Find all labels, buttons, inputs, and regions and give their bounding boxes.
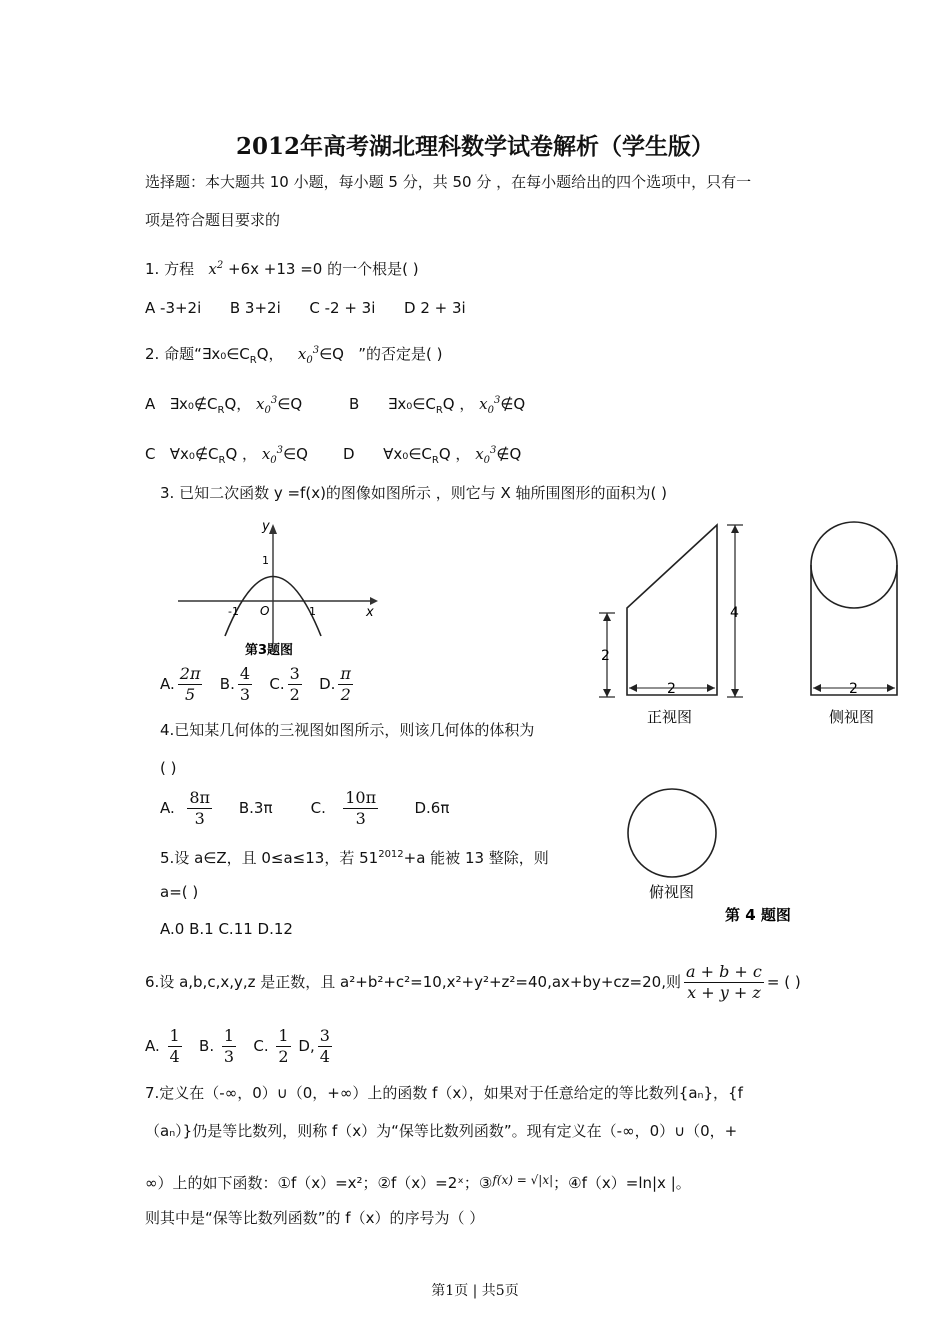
- q6-opt-b-num: 1: [223, 1026, 235, 1045]
- q6-opt-b-label: B.: [199, 1037, 215, 1055]
- q6-opt-a-den: 4: [169, 1047, 180, 1066]
- side-view-circle: [811, 522, 897, 608]
- q2-opt-d-part1: ∀x₀∈C: [383, 445, 432, 463]
- q2-opt-b-part1: ∃x₀∈C: [387, 395, 436, 413]
- q3-opt-d-den: 2: [340, 685, 351, 704]
- q3-opt-a-label: A.: [160, 675, 175, 693]
- q2-opt-a-sub: R: [217, 405, 225, 416]
- front-right-dim-arrow-top: [731, 525, 739, 533]
- front-dim-width-2: 2: [667, 681, 676, 697]
- side-bottom-dim-arrow-left: [813, 684, 821, 692]
- q3-opt-c-num: 3: [289, 664, 300, 683]
- q2-opt-b-label: B: [349, 395, 360, 413]
- front-bottom-dim-arrow-left: [629, 684, 637, 692]
- q3-opt-b-num: 4: [239, 664, 251, 683]
- q2-opt-c-label: C: [145, 445, 156, 463]
- q4-opt-b: B.3π: [238, 799, 273, 817]
- q3-opt-c-den: 2: [289, 685, 300, 704]
- q5-exponent: 2012: [378, 849, 404, 860]
- q6-opt-c-frac: [276, 1026, 290, 1067]
- q3-stem: 3. 已知二次函数 y =f(x)的图像如图所示 ，则它与 X 轴所围图形的面积为( ): [160, 484, 667, 502]
- q5-line1-b: +a 能被 13 整除，则: [403, 849, 549, 867]
- q3-opt-b-frac: [238, 664, 252, 705]
- q6-stem: [145, 962, 801, 1003]
- q3-opt-a-frac: [178, 664, 203, 705]
- side-view-rectangle: [811, 565, 897, 695]
- q2-opt-a-label: A: [145, 395, 156, 413]
- q2-mid: Q，: [256, 345, 284, 363]
- q3-opt-a-den: 5: [185, 685, 196, 704]
- q7-line-3: [145, 1170, 691, 1193]
- q2-opt-b-sub: R: [435, 405, 443, 416]
- q1-equation-rest: +6x +13 =0 的一个根是( ): [228, 260, 419, 278]
- q4-opt-a-label: A.: [160, 799, 175, 817]
- q5-options: A.0 B.1 C.11 D.12: [160, 920, 293, 938]
- q1-stem: [145, 256, 419, 279]
- q4-three-view-figure: [595, 515, 925, 935]
- q6-opt-a-label: A.: [145, 1037, 160, 1055]
- q7-formula-sqrt-abs: f(x) = √|x|: [492, 1173, 554, 1187]
- q3-opt-a-num: 2π: [179, 664, 201, 683]
- q6-opt-a-frac: [168, 1026, 182, 1067]
- front-bottom-dim-arrow-right: [707, 684, 715, 692]
- page-footer: 第1页 | 共5页: [431, 1283, 519, 1299]
- q3-opt-d-label: D.: [319, 675, 336, 693]
- q2-option-d: [343, 441, 521, 471]
- q6-frac: [684, 962, 764, 1003]
- q2-opt-a-part3: ∈Q: [277, 395, 303, 413]
- q6-opt-d-label: D,: [298, 1037, 315, 1055]
- q4-opt-c-frac: [343, 788, 378, 829]
- q4-opt-d: D.6π: [414, 799, 450, 817]
- front-view-label: 正视图: [647, 708, 693, 726]
- top-view-label: 俯视图: [649, 883, 695, 901]
- q4-opt-a-frac: [187, 788, 212, 829]
- q4-opt-a-num: 8π: [189, 788, 211, 807]
- q2-opt-c-part2: Q ，: [225, 445, 258, 463]
- page-title: 2012年高考湖北理科数学试卷解析（学生版）: [235, 133, 714, 160]
- q3-opt-c-label: C.: [269, 675, 285, 693]
- q2-opt-c-x0: $x_0^3$: [261, 445, 284, 466]
- q2-opt-b-x0: $x_0^3$: [479, 395, 501, 416]
- front-right-dim-arrow-bottom: [731, 689, 739, 697]
- q6-options: [145, 1026, 335, 1067]
- q6-opt-d-num: 3: [319, 1026, 330, 1045]
- q2-opt-d-label: D: [343, 445, 355, 463]
- q7-line3-a: ∞）上的如下函数：①f（x）=x²；②f（x）=2ˣ；③: [145, 1174, 493, 1192]
- q4-opt-c-num: 10π: [345, 788, 377, 807]
- intro-line-1: 选择题：本大题共 10 小题，每小题 5 分，共 50 分 ，在每小题给出的四个选项中，只有一: [145, 173, 752, 191]
- q2-opt-d-x0: $x_0^3$: [475, 445, 497, 466]
- q2-opt-a-x0: $x_0^3$: [256, 395, 278, 416]
- q5-stem-line-2: a=( ): [160, 883, 199, 901]
- q3-label-origin: O: [260, 604, 270, 618]
- q3-options: [160, 664, 356, 705]
- q6-opt-a-num: 1: [169, 1026, 180, 1045]
- q4-stem-line-2: ( ): [160, 759, 177, 777]
- q1-option-a: A -3+2i: [145, 299, 202, 317]
- q3-opt-b-den: 3: [239, 685, 251, 704]
- q2-option-a: [145, 391, 302, 421]
- q3-figure-caption: 第3题图: [245, 643, 294, 658]
- q2-stem: [145, 341, 443, 371]
- q2-option-b: [349, 391, 525, 421]
- q3-opt-b-label: B.: [219, 675, 235, 693]
- q1-options: [145, 298, 466, 318]
- q3-parabola-figure: [170, 518, 390, 668]
- front-left-dim-arrow-top: [603, 613, 611, 621]
- q2-prefix: 2. 命题“∃x₀∈C: [145, 345, 250, 363]
- q1-option-b: B 3+2i: [229, 299, 281, 317]
- q2-in-q: ∈Q: [319, 345, 344, 363]
- q3-y-arrow: [269, 524, 277, 534]
- q4-stem-line-1: 4.已知某几何体的三视图如图所示，则该几何体的体积为: [160, 721, 535, 739]
- q6-opt-c-label: C.: [253, 1037, 269, 1055]
- q2-opt-a-part2: Q，: [224, 395, 252, 413]
- q7-line-1: 7.定义在（-∞，0）∪（0，+∞）上的函数 f（x），如果对于任意给定的等比数列{aₙ}，{f: [145, 1084, 743, 1102]
- q2-opt-d-sub: R: [431, 455, 439, 466]
- q4-opt-c-label: C.: [310, 799, 326, 817]
- q2-opt-d-part2: Q ，: [438, 445, 471, 463]
- q2-opt-d-part3: ∉Q: [496, 445, 522, 463]
- q3-label-1-x: 1: [309, 605, 316, 618]
- q2-sub-r: R: [249, 355, 257, 366]
- q2-opt-c-part1: ∀x₀∉C: [169, 445, 219, 463]
- q3-x-label: x: [366, 605, 374, 620]
- q1-option-c: C -2 + 3i: [309, 299, 376, 317]
- q5-line1-a: 5.设 a∈Z，且 0≤a≤13，若 51: [160, 849, 379, 867]
- q3-label-neg1: -1: [228, 605, 239, 618]
- q4-opt-c-den: 3: [355, 809, 366, 828]
- q6-frac-num: a + b + c: [685, 962, 762, 981]
- q2-opt-b-part3: ∉Q: [500, 395, 526, 413]
- q6-opt-d-frac: [318, 1026, 332, 1067]
- q6-tail: = ( ): [766, 973, 801, 991]
- q2-opt-a-part1: ∃x₀∉C: [169, 395, 218, 413]
- side-view-label: 侧视图: [829, 708, 875, 726]
- q2-opt-c-part3: ∈Q: [283, 445, 308, 463]
- q3-opt-d-frac: [338, 664, 353, 705]
- top-view-circle: [628, 789, 716, 877]
- intro-line-2: 项是符合题目要求的: [145, 211, 281, 229]
- q1-x-squared: $x^2$: [208, 260, 224, 278]
- q1-option-d: D 2 + 3i: [404, 299, 466, 317]
- front-dim-height-2: 2: [601, 648, 610, 664]
- side-dim-width-2: 2: [849, 681, 858, 697]
- q4-opt-a-den: 3: [194, 809, 205, 828]
- q7-line-4: 则其中是“保等比数列函数”的 f（x）的序号为（ ）: [145, 1209, 485, 1227]
- q4-figure-caption: 第 4 题图: [725, 906, 791, 924]
- q3-y-label: y: [262, 519, 270, 534]
- q5-stem-line-1: [160, 845, 549, 868]
- q3-label-1-y: 1: [262, 554, 269, 567]
- q4-options: [160, 788, 449, 829]
- q3-x-arrow: [370, 597, 378, 605]
- q1-prefix: 1. 方程: [145, 260, 195, 278]
- q2-opt-b-part2: Q ，: [442, 395, 475, 413]
- q3-opt-c-frac: [288, 664, 302, 705]
- q6-opt-b-frac: [222, 1026, 236, 1067]
- q6-opt-c-num: 1: [278, 1026, 289, 1045]
- q6-frac-den: x + y + z: [687, 983, 761, 1002]
- side-bottom-dim-arrow-right: [887, 684, 895, 692]
- q2-opt-c-sub: R: [218, 455, 226, 466]
- front-left-dim-arrow-bottom: [603, 689, 611, 697]
- q6-opt-b-den: 3: [223, 1047, 235, 1066]
- q6-opt-c-den: 2: [278, 1047, 289, 1066]
- q2-x0-cubed: $x_0^3$: [297, 345, 320, 366]
- q2-option-c: [145, 441, 308, 471]
- q2-suffix: ”的否定是( ): [358, 345, 443, 363]
- q6-opt-d-den: 4: [319, 1047, 330, 1066]
- q7-line-2: （aₙ）}仍是等比数列，则称 f（x）为“保等比数列函数”。现有定义在（-∞，0）∪（0，+: [145, 1122, 738, 1140]
- front-view-shape: [627, 525, 717, 695]
- front-dim-height-4: 4: [730, 605, 739, 621]
- q7-line3-b: ；④f（x）=ln|x |。: [553, 1174, 691, 1192]
- q6-text: 6.设 a,b,c,x,y,z 是正数，且 a²+b²+c²=10,x²+y²+z²=40,ax+by+cz=20,则: [145, 973, 681, 991]
- q3-opt-d-num: π: [340, 664, 351, 683]
